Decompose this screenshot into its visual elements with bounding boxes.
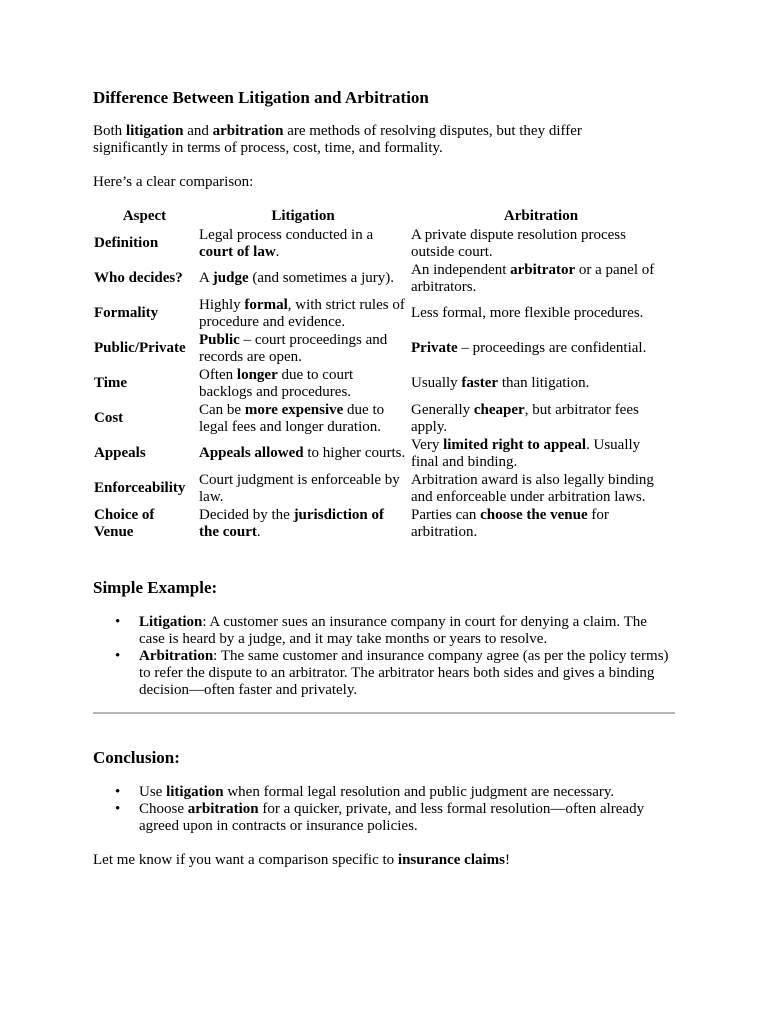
intro-text: Both (93, 123, 126, 139)
cell-aspect: Time (94, 375, 128, 391)
cell-bold-text: court of law (199, 243, 276, 260)
table-header-row (92, 207, 673, 226)
closing-text: ! (505, 852, 511, 868)
list-item (93, 784, 673, 801)
cell-aspect: Who decides? (94, 270, 183, 286)
intro-bold-arbitration: arbitration (212, 123, 284, 139)
bullet-icon: • (115, 784, 121, 800)
cell-aspect: Enforceability (94, 480, 186, 496)
cell-bold-text: judge (212, 270, 249, 286)
cell-litigation (197, 296, 409, 331)
example-heading: Simple Example: (93, 578, 218, 597)
bullet-icon: • (115, 801, 121, 817)
cell-text: A private dispute resolution process outside court. (411, 226, 626, 260)
table-row (92, 296, 673, 331)
cell-arbitration (409, 296, 673, 331)
cell-text: , but arbitrator fees apply. (411, 401, 639, 435)
table-row (92, 401, 673, 436)
cell-bold-text: choose the venue (480, 506, 588, 523)
cell-bold-text: longer (236, 366, 278, 383)
header-litigation: Litigation (271, 208, 335, 224)
table-row (92, 471, 673, 506)
cell-text: Less formal, more flexible procedures. (411, 305, 644, 321)
cell-text: , with strict rules of procedure and evidence. (199, 296, 405, 330)
cell-text: Can be (199, 401, 245, 418)
cell-arbitration (409, 471, 673, 506)
cell-text: – court proceedings and records are open. (199, 331, 388, 365)
cell-text: Parties can (411, 506, 481, 523)
header-arbitration: Arbitration (503, 208, 579, 224)
cell-litigation (197, 331, 409, 366)
bullet-icon: • (115, 648, 121, 664)
cell-arbitration (409, 261, 673, 296)
cell-text: – proceedings are confidential. (457, 340, 647, 356)
cell-arbitration (409, 331, 673, 366)
cell-text: . (256, 523, 261, 540)
cell-arbitration (409, 226, 673, 261)
cell-text: to higher courts. (303, 445, 406, 461)
cell-aspect: Choice of Venue (94, 506, 155, 540)
table-row (92, 506, 673, 541)
intro-bold-litigation: litigation (125, 123, 184, 139)
table-row (92, 226, 673, 261)
cell-litigation (197, 261, 409, 296)
list-item-text: Choose (139, 801, 188, 817)
list-item-bold: arbitration (187, 801, 259, 817)
list-item-label: Arbitration (139, 648, 214, 664)
cell-aspect: Public/Private (94, 340, 186, 356)
cell-bold-text: more expensive (244, 401, 344, 418)
cell-text: than litigation. (498, 375, 590, 391)
table-row (92, 331, 673, 366)
table-row (92, 261, 673, 296)
cell-arbitration (409, 436, 673, 471)
horizontal-divider (93, 712, 675, 714)
cell-aspect: Cost (94, 410, 124, 426)
list-item-text: Use (139, 784, 167, 800)
intro-text: and (183, 123, 213, 139)
cell-text: due to court backlogs and procedures. (199, 366, 354, 400)
list-item-text: for a quicker, private, and less formal resolution—often already agreed upon in contracts or insurance policies. (139, 801, 645, 834)
cell-bold-text: faster (461, 375, 499, 391)
cell-litigation (197, 506, 409, 541)
cell-text: A (199, 270, 213, 286)
list-item (93, 801, 673, 835)
cell-arbitration (409, 401, 673, 436)
cell-text: Court judgment is enforceable by law. (199, 471, 400, 505)
list-item-label: Litigation (139, 614, 203, 630)
comparison-lead: Here’s a clear comparison: (93, 174, 254, 190)
cell-aspect: Formality (94, 305, 159, 321)
cell-text: Very (411, 436, 444, 453)
cell-arbitration (409, 506, 673, 541)
cell-litigation (197, 401, 409, 436)
table-row (92, 366, 673, 401)
cell-bold-text: formal (244, 296, 288, 313)
header-aspect: Aspect (122, 208, 167, 224)
cell-bold-text: limited right to appeal (443, 436, 586, 453)
conclusion-heading: Conclusion: (93, 748, 180, 767)
cell-bold-text: cheaper (473, 401, 525, 418)
cell-text: due to legal fees and longer duration. (199, 401, 385, 435)
cell-text: (and sometimes a jury). (248, 270, 394, 286)
cell-litigation (197, 471, 409, 506)
cell-bold-text: Private (411, 340, 458, 356)
example-list (93, 614, 673, 699)
cell-litigation (197, 366, 409, 401)
intro-text: are methods of resolving disputes, but they differ significantly in terms of process, cost, time, and formality. (93, 123, 582, 156)
comparison-table (92, 207, 673, 541)
cell-text: Legal process conducted in a (199, 226, 374, 243)
cell-text: . Usually final and binding. (411, 436, 641, 470)
cell-text: Generally (411, 401, 474, 418)
bullet-icon: • (115, 614, 121, 630)
closing-line (93, 852, 510, 869)
cell-arbitration (409, 366, 673, 401)
cell-text: for arbitration. (411, 506, 609, 540)
cell-text: Often (199, 366, 237, 383)
cell-text: Usually (411, 375, 462, 391)
cell-litigation (197, 226, 409, 261)
cell-bold-text: Public (199, 331, 240, 348)
cell-bold-text: jurisdiction of the court (199, 506, 384, 540)
closing-text: Let me know if you want a comparison specific to (93, 852, 398, 868)
conclusion-list (93, 784, 673, 835)
cell-text: Arbitration award is also legally binding and enforceable under arbitration laws. (411, 471, 654, 505)
table-row (92, 436, 673, 471)
list-item-text: : A customer sues an insurance company in court for denying a claim. The case is heard by a judge, and it may take months or years to resolve. (139, 614, 647, 647)
cell-litigation (197, 436, 409, 471)
cell-bold-text: Appeals allowed (199, 445, 304, 461)
cell-text: . (275, 243, 280, 260)
cell-text: or a panel of arbitrators. (411, 261, 655, 295)
list-item (93, 648, 673, 699)
cell-aspect: Definition (94, 235, 159, 251)
cell-text: An independent (411, 261, 511, 278)
cell-text: Highly (199, 296, 245, 313)
cell-aspect: Appeals (94, 445, 146, 461)
list-item-text: when formal legal resolution and public judgment are necessary. (223, 784, 615, 800)
cell-text: Decided by the (199, 506, 294, 523)
table-body (92, 226, 673, 541)
list-item-text: : The same customer and insurance company agree (as per the policy terms) to refer the dispute to an arbitrator. The arbitrator hears both sides and gives a binding decision—often faster and privately. (139, 648, 669, 698)
cell-bold-text: arbitrator (510, 261, 576, 278)
page-title: Difference Between Litigation and Arbitration (93, 88, 429, 107)
list-item (93, 614, 673, 648)
list-item-bold: litigation (166, 784, 224, 800)
intro-paragraph (93, 123, 623, 157)
closing-bold: insurance claims (397, 852, 506, 868)
